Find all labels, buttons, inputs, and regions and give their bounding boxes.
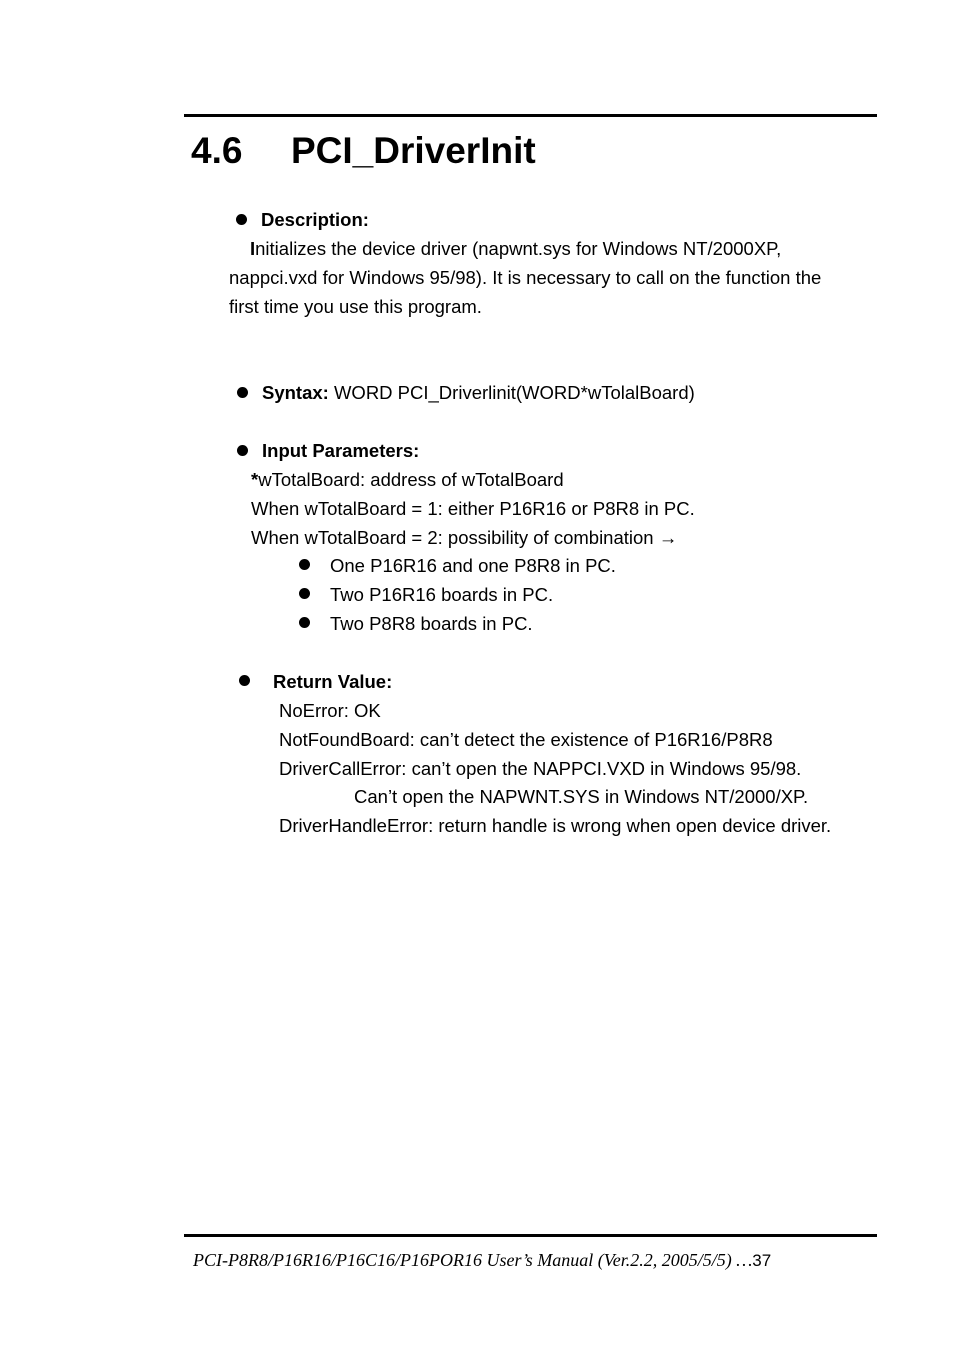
page-number: 37: [752, 1251, 772, 1270]
bullet-icon: [299, 559, 310, 570]
return-line-5: DriverHandleError: return handle is wrong when open device driver.: [279, 815, 832, 836]
list-item: Two P8R8 boards in PC.: [330, 613, 533, 634]
syntax-label: Syntax:: [262, 382, 329, 403]
description-line-1-rest: nitializes the device driver (napwnt.sys for Windows NT/2000XP,: [255, 238, 782, 259]
description-first-letter: I: [250, 238, 256, 259]
input-param-star: *: [251, 469, 259, 490]
bullet-icon: [239, 675, 250, 686]
return-line-1: NoError: OK: [279, 700, 381, 721]
bullet-icon: [299, 617, 310, 628]
header-rule: [184, 114, 877, 117]
list-item: One P16R16 and one P8R8 in PC.: [330, 555, 616, 576]
section-number: 4.6: [191, 130, 243, 171]
footer-rule: [184, 1234, 877, 1237]
description-line-2: nappci.vxd for Windows 95/98). It is necessary to call on the function the: [229, 267, 822, 288]
page-footer: [193, 1249, 771, 1272]
syntax-line: [262, 382, 695, 404]
section-title: PCI_DriverInit: [291, 130, 536, 171]
list-item: Two P16R16 boards in PC.: [330, 584, 554, 605]
input-parameters-label: Input Parameters:: [262, 440, 420, 461]
description-line-1: [250, 238, 781, 260]
return-line-4: Can’t open the NAPWNT.SYS in Windows NT/2000/XP.: [354, 786, 809, 807]
syntax-value: WORD PCI_Driverlinit(WORD*wTolalBoard): [333, 382, 695, 403]
return-value-label: Return Value:: [273, 671, 393, 692]
bullet-icon: [299, 588, 310, 599]
footer-text: PCI-P8R8/P16R16/P16C16/P16POR16 User’s Manual (Ver.2.2, 2005/5/5) …: [193, 1250, 753, 1270]
bullet-icon: [237, 387, 248, 398]
input-param-line-1: [251, 469, 564, 491]
return-line-2: NotFoundBoard: can’t detect the existence of P16R16/P8R8: [279, 729, 773, 750]
input-param-line-2: When wTotalBoard = 1: either P16R16 or P8R8 in PC.: [251, 498, 695, 519]
input-param-line-3: When wTotalBoard = 2: possibility of combination →: [251, 527, 678, 548]
input-param-line-1-rest: wTotalBoard: address of wTotalBoard: [258, 469, 564, 490]
return-line-3: DriverCallError: can’t open the NAPPCI.VXD in Windows 95/98.: [279, 758, 802, 779]
bullet-icon: [236, 214, 247, 225]
description-label: Description:: [261, 209, 369, 230]
bullet-icon: [237, 445, 248, 456]
description-line-3: first time you use this program.: [229, 296, 482, 317]
